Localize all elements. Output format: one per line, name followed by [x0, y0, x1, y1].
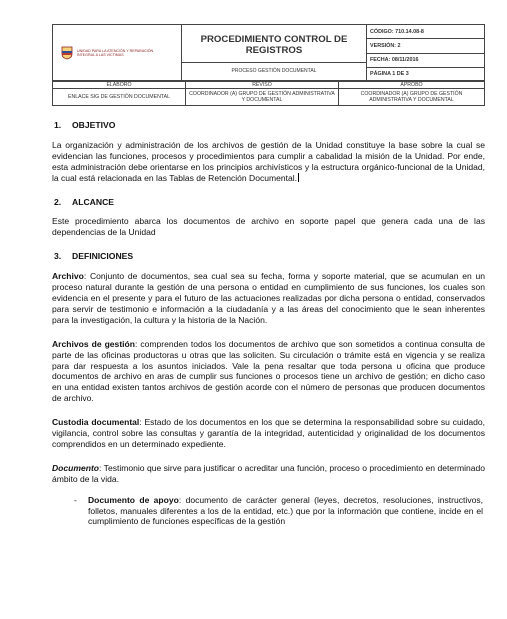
logo-text: UNIDAD PARA LA ATENCIÓN Y REPARACIÓN INTEGRAL A LAS VÍCTIMAS: [77, 48, 154, 57]
bullet-documento-de-apoyo: - Documento de apoyo: documento de carácter general (leyes, decretos, resoluciones, instructivos, folletos, manuales diferentes a los de la entidad, etc.) que por la información que contiene, incide en el cumplimiento de funciones específicas de la gestión: [52, 495, 485, 528]
document-title: PROCEDIMIENTO CONTROL DE REGISTROS: [200, 33, 348, 56]
sig-value-elaboro: ENLACE SIG DE GESTIÓN DOCUMENTAL: [53, 89, 186, 106]
document-header: [52, 24, 485, 82]
bullet-dash: -: [74, 494, 77, 505]
sig-value-reviso: COORDINADOR (A) GRUPO DE GESTIÓN ADMINISTRATIVA Y DOCUMENTAL: [186, 89, 339, 106]
section-heading-definiciones: 3. DEFINICIONES: [54, 251, 134, 262]
title-cell: [182, 25, 367, 82]
logo-cell: [53, 25, 182, 82]
definition-custodia-documental: Custodia documental: Estado de los documentos en los que se determina la responsabilidad sobre su cuidado, vigilancia, control sobre las consultas y garantía de la integridad, autenticidad y originalidad de los documentos comprendidos en un determinado expediente.: [52, 417, 485, 449]
definition-documento: Documento: Testimonio que sirve para justificar o acreditar una función, proceso o procedimiento en determinado ámbito de la vida.: [52, 462, 485, 484]
sig-header-reviso: REVISÓ: [186, 81, 339, 89]
section-heading-alcance: 2. ALCANCE: [54, 196, 115, 207]
alcance-text: Este procedimiento abarca los documentos de archivo en soporte papel que genera cada una de las dependencias de la Unidad: [52, 216, 485, 238]
definition-archivo: Archivo: Conjunto de documentos, sea cual sea su fecha, forma y soporte material, que se acumulan en un proceso natural durante la gestión de una persona o entidad en cumplimiento de sus funciones, los cuales son evidencia en el presente y para el futuro de las actuaciones realizadas por dicha persona o entidad, conservados para servir de testimonio e información a la ciudadanía y a las áreas del conocimiento que le sean inherentes para la investigación, la cultura y la historia de la Nación.: [52, 271, 485, 325]
text-cursor: [298, 173, 299, 182]
sig-header-aprobo: APROBÓ: [339, 81, 485, 89]
coat-of-arms-logo: [61, 46, 73, 60]
document-body: [52, 120, 485, 527]
document-code: CÓDIGO: 710.14.08-8: [367, 25, 485, 39]
definition-archivos-de-gestion: Archivos de gestión: comprenden todos los documentos de archivo que son sometidos a continua consulta de parte de las oficinas productoras u otras que las soliciten. Su circulación o trámite está en vigencia y se realiza para dar respuesta a los asuntos iniciados. Vale la pena resaltar que toda persona u oficina que produce documentos de archivo en aras de cumplir sus funciones o procesos tiene un archivo de gestión; en dicho caso en una entidad existen tantos archivos de gestión acorde con el número de personas que producen documentos de archivo.: [52, 338, 485, 404]
page-number: PÁGINA 1 DE 3: [367, 67, 485, 81]
signature-table: [52, 80, 485, 106]
sig-header-elaboro: ELABORÓ: [53, 81, 186, 89]
document-date: FECHA: 08/11/2016: [367, 53, 485, 67]
objetivo-text[interactable]: La organización y administración de los archivos de gestión de la Unidad constituye la base sobre la cual se evidencian las funciones, procesos y procedimientos para cumplir a cabalidad la misión de la Unidad. Por ende, esta administración debe orientarse en los principios archivísticos y la estructura orgánico-funcional de la Unidad, la cual está relacionada en las Tablas de Retención Documental.: [52, 139, 485, 183]
process-name: PROCESO GESTIÓN DOCUMENTAL: [182, 62, 366, 77]
sig-value-aprobo: COORDINADOR (A) GRUPO DE GESTIÓN ADMINISTRATIVA Y DOCUMENTAL: [339, 89, 485, 106]
section-heading-objetivo: 1. OBJETIVO: [54, 120, 116, 130]
document-version: VERSIÓN: 2: [367, 39, 485, 53]
